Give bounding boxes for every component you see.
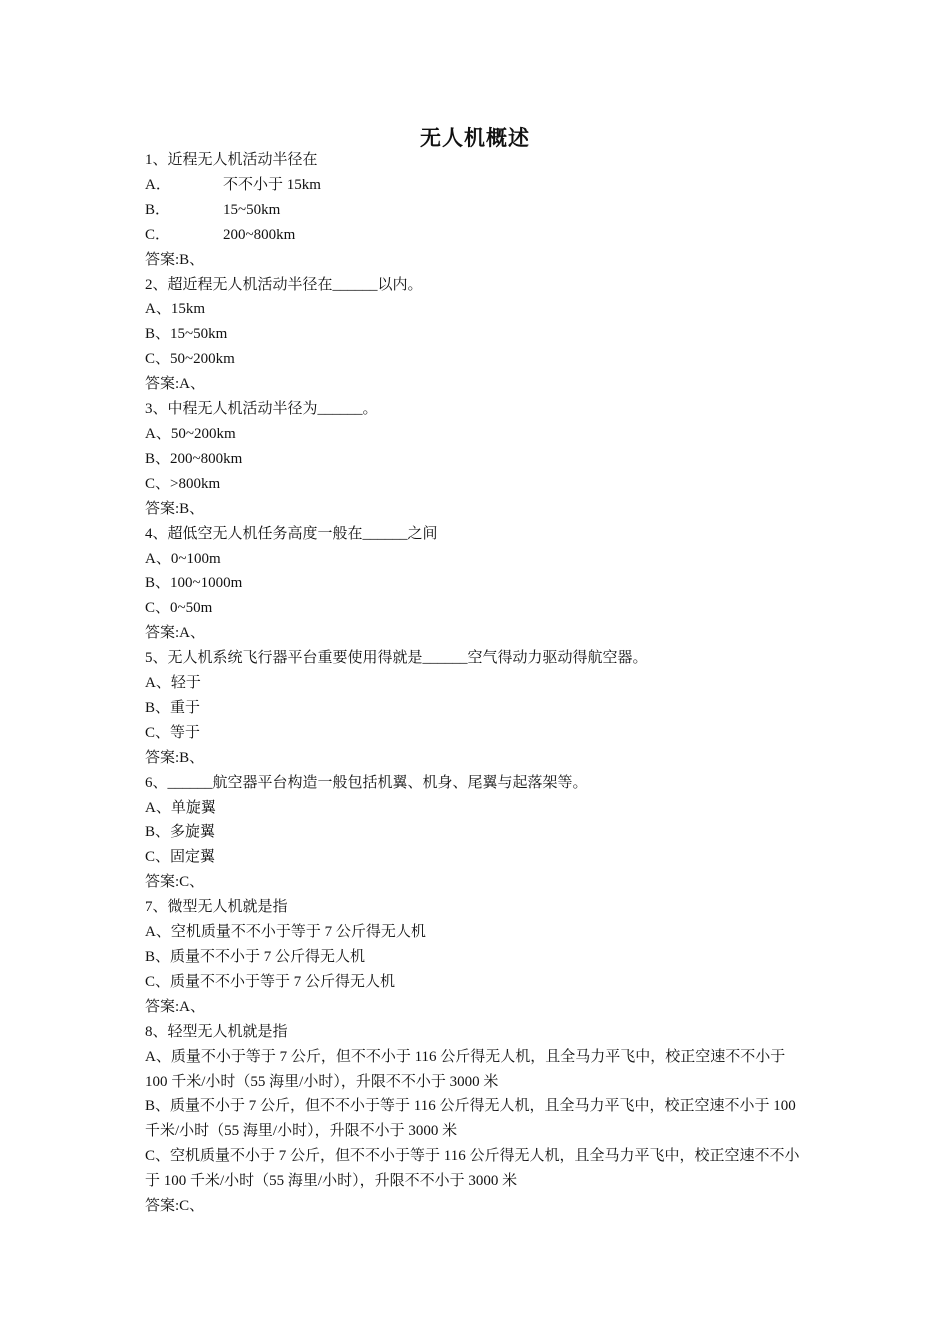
question-1 [145,148,810,273]
question-stem: 6、______航空器平台构造一般包括机翼、机身、尾翼与起落架等。 [145,774,588,791]
question-stem: 8、轻型无人机就是指 [145,1023,288,1040]
question-stem: 1、近程无人机活动半径在 [145,152,318,168]
question-2 [145,273,810,398]
option-c: C、等于 [145,724,201,741]
option-b: B、15~50km [145,326,228,343]
option-c: C、质量不不小于等于 7 公斤得无人机 [145,973,396,990]
option-a: A、质量不小于等于 7 公斤，但不不小于 116 公斤得无人机，且全马力平飞中，校正空速不不小于 100 千米/小时（55 海里/小时），升限不不小于 3000 米 [145,1048,786,1090]
question-stem: 4、超低空无人机任务高度一般在______之间 [145,525,438,542]
question-stem: 7、微型无人机就是指 [145,899,288,916]
question-5 [145,646,810,771]
answer-line: 答案:A、 [145,998,206,1015]
option-c: C、固定翼 [145,849,216,866]
option-c: C、>800km [145,475,221,492]
option-a: A、0~100m [145,550,221,567]
question-8 [145,1020,810,1219]
option-b: B、重于 [145,699,201,716]
option-text: 15~50km [223,201,281,218]
question-stem: 3、中程无人机活动半径为______。 [145,401,378,418]
option-b [145,198,810,223]
option-c: C、50~200km [145,351,235,368]
option-letter: B． [145,201,171,218]
question-7 [145,895,810,1020]
question-stem: 5、无人机系统飞行器平台重要使用得就是______空气得动力驱动得航空器。 [145,650,648,667]
option-text: 不不小于 15km [223,176,321,193]
answer-line: 答案:A、 [145,625,206,642]
option-letter: A． [145,176,171,193]
option-a: A、单旋翼 [145,799,216,816]
option-c: C、空机质量不小于 7 公斤，但不不小于等于 116 公斤得无人机，且全马力平飞中，校正空速不不小于 100 千米/小时（55 海里/小时），升限不不小于 3000 米 [145,1148,800,1190]
question-stem: 2、超近程无人机活动半径在______以内。 [145,276,423,293]
option-a: A、15km [145,301,206,318]
answer-line: 答案:B、 [145,500,205,517]
option-a: A、50~200km [145,425,236,442]
question-list [145,148,810,1219]
question-4 [145,522,810,647]
option-a [145,173,810,198]
option-letter: C． [145,226,171,243]
question-3 [145,397,810,522]
answer-line: 答案:A、 [145,376,206,393]
option-a: A、轻于 [145,675,201,692]
answer-line: 答案:C、 [145,874,205,891]
option-c: C、0~50m [145,600,213,617]
answer-line: 答案:C、 [145,1198,205,1215]
option-b: B、200~800km [145,450,243,467]
option-b: B、100~1000m [145,575,243,592]
option-a: A、空机质量不不小于等于 7 公斤得无人机 [145,924,426,941]
answer-line: 答案:B、 [145,749,205,766]
answer-line: 答案:B、 [145,251,205,268]
option-b: B、多旋翼 [145,824,216,841]
question-6 [145,771,810,896]
option-c [145,223,810,248]
option-text: 200~800km [223,226,296,243]
option-b: B、质量不小于 7 公斤，但不不小于等于 116 公斤得无人机，且全马力平飞中，校正空速不小于 100 千米/小时（55 海里/小时），升限不小于 3000 米 [145,1098,796,1140]
option-b: B、质量不不小于 7 公斤得无人机 [145,949,366,965]
document-title: 无人机概述 [420,126,530,150]
